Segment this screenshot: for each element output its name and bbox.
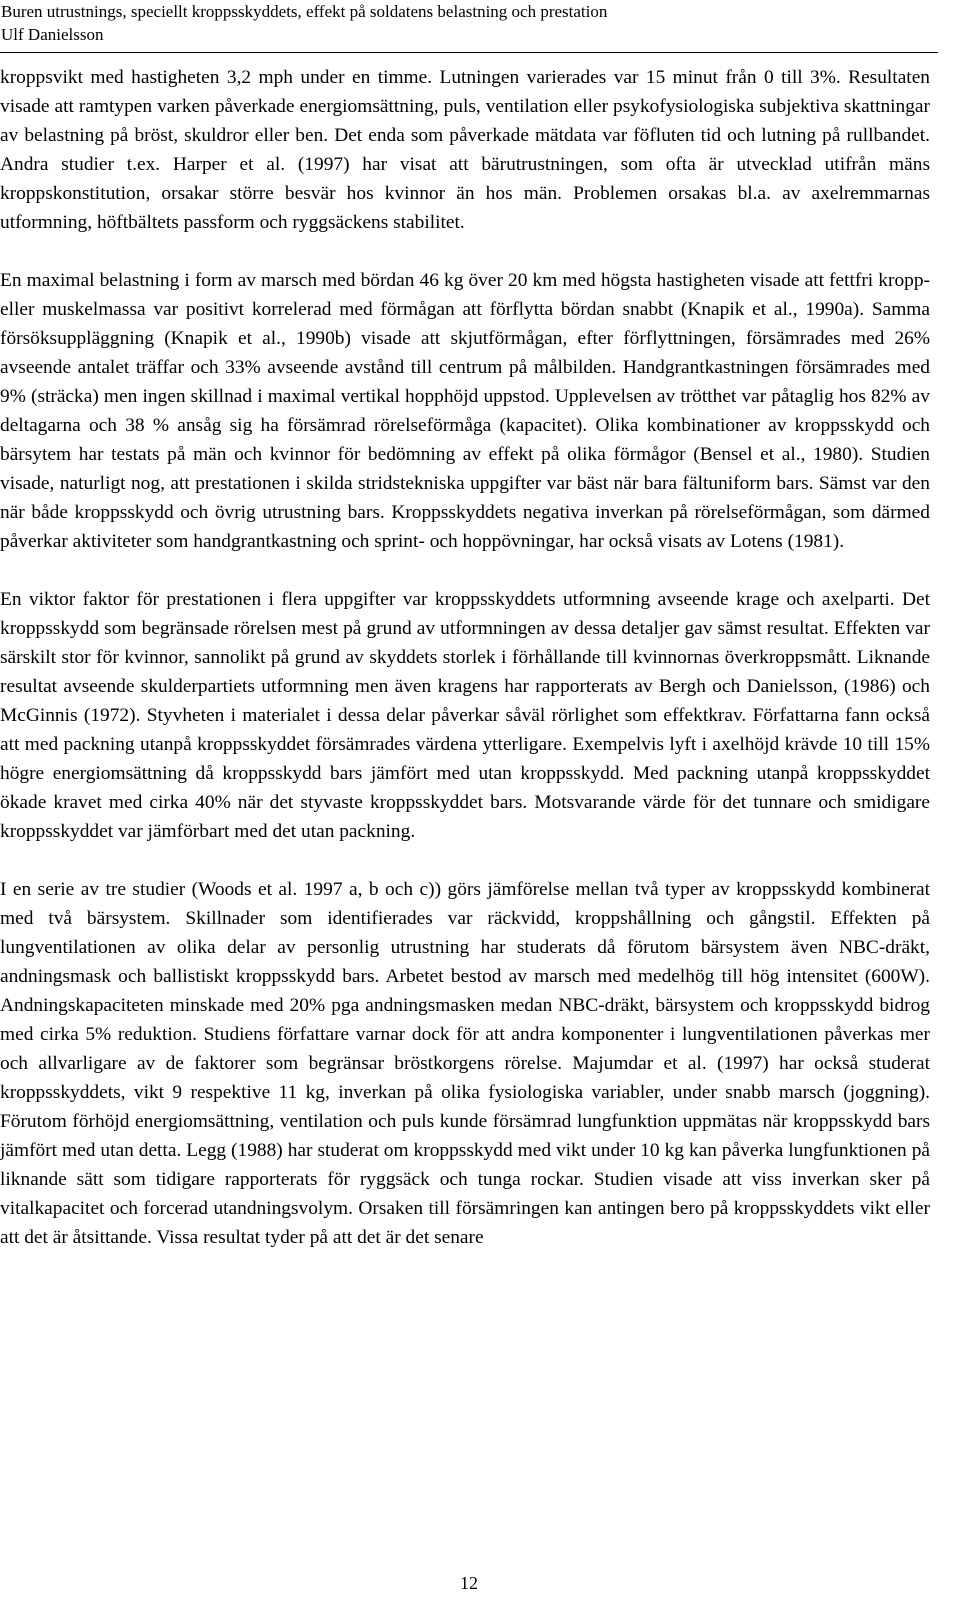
running-header: [0, 0, 940, 46]
paragraph-3: En viktor faktor för prestationen i flera uppgifter var kroppsskyddets utformning avseende krage och axelparti. Det kroppsskydd som begränsade rörelsen mest på grund av utformningen av dessa detaljer gav sämst resultat. Effekten var särskilt stor för kvinnor, sannolikt på grund av skyddets storlek i förhållande till kvinnornas överkroppsmått. Liknande resultat avseende skulderpartiets utformning men även kragens har rapporterats av Bergh och Danielsson, (1986) och McGinnis (1972). Styvheten i materialet i dessa delar påverkar såväl rörlighet som effektkrav. Författarna fann också att med packning utanpå kroppsskyddet försämrades värdena ytterligare. Exempelvis lyft i axelhöjd krävde 10 till 15% högre energiomsättning då kroppsskydd bars jämfört med utan kroppsskydd. Med packning utanpå kroppsskyddet ökade kravet med cirka 40% när det styvaste kroppsskyddet bars. Motsvarande värde för det tunnare och smidigare kroppsskyddet var jämförbart med det utan packning.: [0, 589, 930, 842]
header-title: Buren utrustnings, speciellt kroppsskyddets, effekt på soldatens belastning och prestation: [1, 2, 608, 21]
paragraph-1: kroppsvikt med hastigheten 3,2 mph under en timme. Lutningen varierades var 15 minut från 0 till 3%. Resultaten visade att ramtypen varken påverkade energiomsättning, puls, ventilation eller psykofysiologiska subjektiva skattningar av belastning på bröst, skuldror eller ben. Det enda som påverkade mätdata var föfluten tid och lutning på rullbandet. Andra studier t.ex. Harper et al. (1997) har visat att bärutrustningen, som ofta är utvecklad utifrån mäns kroppskonstitution, orsakar större besvär hos kvinnor än hos män. Problemen orsakas bl.a. av axelremmarnas utformning, höftbältets passform och ryggsäckens stabilitet.: [0, 67, 930, 233]
paragraph-2: En maximal belastning i form av marsch med bördan 46 kg över 20 km med högsta hastigheten visade att fettfri kropp- eller muskelmassa var positivt korrelerad med förmågan att förflytta bördan snabbt (Knapik et al., 1990a). Samma försöksuppläggning (Knapik et al., 1990b) visade att skjutförmågan, efter förflyttningen, försämrades med 26% avseende antalet träffar och 33% avseende avstånd till centrum på målbilden. Handgrantkastningen försämrades med 9% (sträcka) men ingen skillnad i maximal vertikal hopphöjd uppstod. Upplevelsen av trötthet var påtaglig hos 82% av deltagarna och 38 % ansåg sig ha försämrad rörelseförmåga (kapacitet). Olika kombinationer av kroppsskydd och bärsytem har testats på män och kvinnor för bedömning av effekt på olika förmågor (Bensel et al., 1980). Studien visade, naturligt nog, att prestationen i skilda stridstekniska uppgifter var bäst när bara fältuniform bars. Sämst var den när både kroppsskydd och övrig utrustning bars. Kroppsskyddets negativa inverkan på rörelseförmågan, som därmed påverkar aktiviteter som handgrantkastning och sprint- och hoppövningar, har också visats av Lotens (1981).: [0, 270, 930, 552]
paragraph-4: I en serie av tre studier (Woods et al. 1997 a, b och c)) görs jämförelse mellan två typer av kroppsskydd kombinerat med två bärsystem. Skillnader som identifierades var räckvidd, kroppshållning och gångstil. Effekten på lungventilationen av olika delar av personlig utrustning har studerats då förutom bärsystem även NBC-dräkt, andningsmask och ballistiskt kroppsskydd bars. Arbetet bestod av marsch med medelhög till hög intensitet (600W). Andningskapaciteten minskade med 20% pga andningsmasken medan NBC-dräkt, bärsystem och kroppsskydd bidrog med cirka 5% reduktion. Studiens författare varnar dock för att andra komponenter i lungventilationen påverkas mer och allvarligare av de faktorer som begränsar bröstkorgens rörelse. Majumdar et al. (1997) har också studerat kroppsskyddets, vikt 9 respektive 11 kg, inverkan på olika fysiologiska variabler, under snabb marsch (joggning). Förutom förhöjd energiomsättning, ventilation och puls kunde försämrad lungfunktion uppmätas när kroppsskydd bars jämfört med utan detta. Legg (1988) har studerat om kroppsskydd med vikt under 10 kg kan påverka lungfunktionen på liknande sätt som tidigare rapporterats för ryggsäck och tunga rockar. Studien visade att viss inverkan sker på vitalkapacitet och forcerad utandningsvolym. Orsaken till försämringen kan antingen bero på kroppsskyddets vikt eller att det är åtsittande. Vissa resultat tyder på att det är det senare: [0, 879, 930, 1248]
body-text: [0, 63, 930, 1252]
page-number: 12: [460, 1573, 478, 1593]
header-divider: [0, 52, 938, 53]
header-author: Ulf Danielsson: [1, 25, 104, 44]
